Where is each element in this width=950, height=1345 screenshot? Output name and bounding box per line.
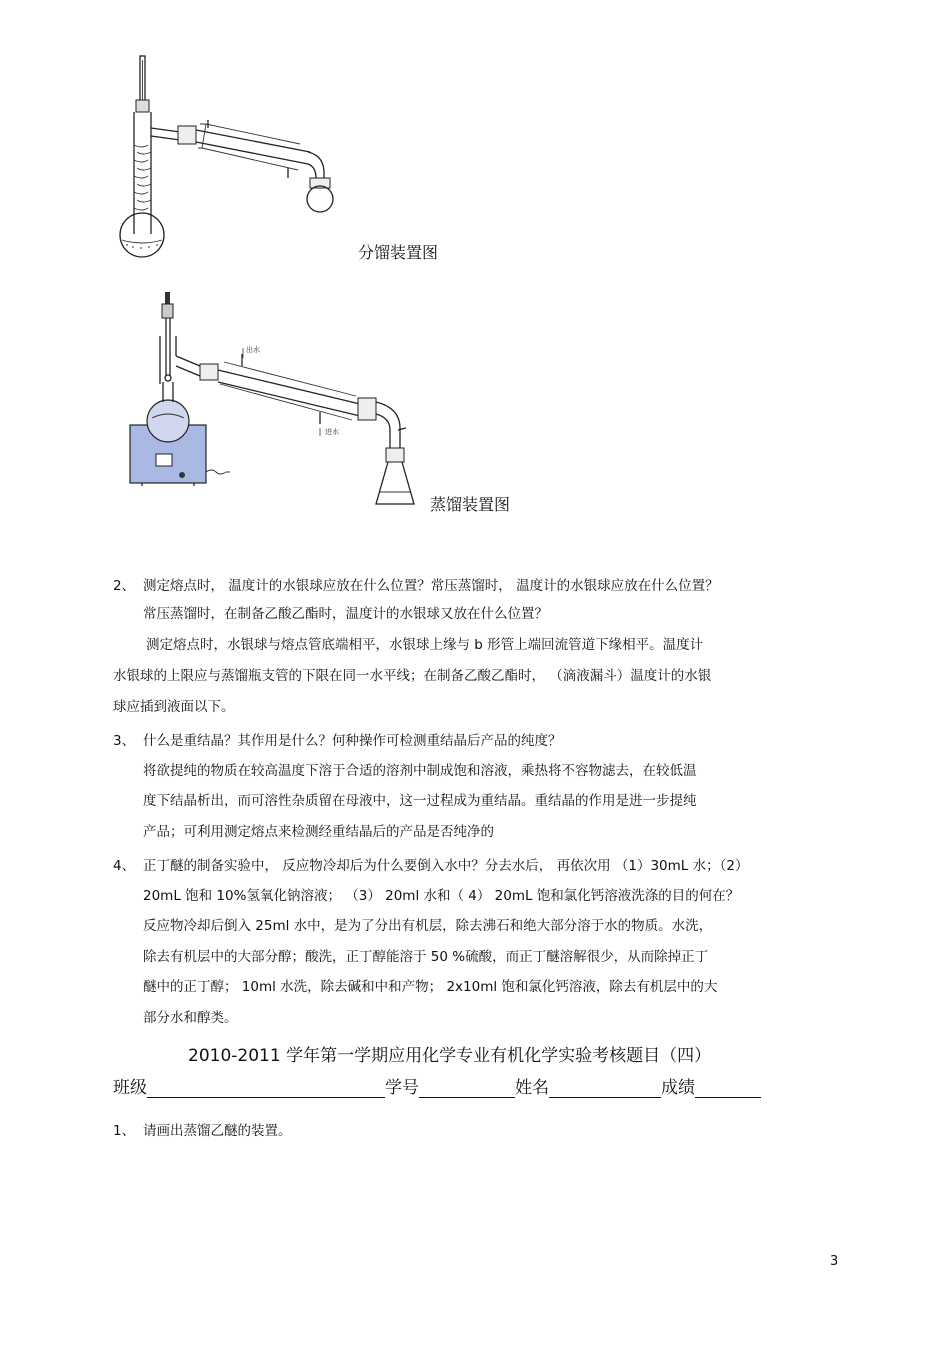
distillation-caption: 蒸馏装置图 <box>430 495 511 514</box>
q4-question-line2: 20mL 饱和 10%氢氧化钠溶液； （3） 20ml 水和（ 4） 20mL 饱和氯化钙溶液洗涤的目的何在？ <box>143 888 740 904</box>
q2-question-line1: 测定熔点时， 温度计的水银球应放在什么位置？常压蒸馏时， 温度计的水银球应放在什么位置？ <box>143 578 719 594</box>
student-id-label: 学号 <box>385 1078 419 1098</box>
name-label: 姓名 <box>515 1078 549 1098</box>
exam-info-row <box>113 1078 761 1098</box>
q4-answer-line3: 醚中的正丁醇； 10ml 水洗，除去碱和中和产物； 2x10ml 饱和氯化钙溶液，除去有机层中的大 <box>143 979 718 995</box>
next-q1-number: 1、 <box>113 1123 136 1139</box>
q2-number: 2、 <box>113 578 136 594</box>
score-label: 成绩 <box>661 1078 695 1098</box>
q3-answer-line3: 产品；可利用测定熔点来检测经重结晶后的产品是否纯净的 <box>143 824 494 840</box>
q2-answer-line1: 测定熔点时，水银球与熔点管底端相平，水银球上缘与 b 形管上端回流管道下缘相平。温度计 <box>146 637 704 653</box>
q2-answer-line2: 水银球的上限应与蒸馏瓶支管的下限在同一水平线；在制备乙酸乙酯时， （滴液漏斗）温度计的水银 <box>113 668 712 684</box>
q3-answer-line2: 度下结晶析出，而可溶性杂质留在母液中，这一过程成为重结晶。重结晶的作用是进一步提纯 <box>143 793 697 809</box>
q4-number: 4、 <box>113 858 136 874</box>
score-blank[interactable] <box>695 1079 761 1098</box>
fractionation-caption: 分馏装置图 <box>358 243 439 262</box>
q4-question-line1: 正丁醚的制备实验中， 反应物冷却后为什么要倒入水中？分去水后， 再依次用 （1）30mL 水；（2） <box>143 858 749 874</box>
page-number: 3 <box>830 1254 839 1269</box>
student-id-blank[interactable] <box>419 1079 515 1098</box>
class-blank[interactable] <box>147 1079 385 1098</box>
class-label: 班级 <box>113 1078 147 1098</box>
fractional-distillation-diagram <box>110 50 360 260</box>
q3-question: 什么是重结晶？其作用是什么？何种操作可检测重结晶后产品的纯度？ <box>143 733 562 749</box>
q4-answer-line4: 部分水和醇类。 <box>143 1010 238 1026</box>
name-blank[interactable] <box>549 1079 661 1098</box>
q3-answer-line1: 将欲提纯的物质在较高温度下溶于合适的溶剂中制成饱和溶液，乘热将不容物滤去，在较低温 <box>143 763 697 779</box>
water-in-label: 进水 <box>325 428 339 436</box>
q4-answer-line1: 反应物冷却后倒入 25ml 水中，是为了分出有机层，除去沸石和绝大部分溶于水的物质。水洗， <box>143 918 713 934</box>
exam-title: 2010-2011 学年第一学期应用化学专业有机化学实验考核题目（四） <box>188 1046 712 1066</box>
q2-answer-line3: 球应插到液面以下。 <box>113 699 235 715</box>
q2-question-line2: 常压蒸馏时，在制备乙酸乙酯时，温度计的水银球又放在什么位置？ <box>143 606 548 622</box>
q3-number: 3、 <box>113 733 136 749</box>
water-out-label: 出水 <box>246 346 260 354</box>
next-q1-question: 请画出蒸馏乙醚的装置。 <box>143 1123 292 1139</box>
distillation-diagram <box>120 278 420 508</box>
q4-answer-line2: 除去有机层中的大部分醇；酸洗，正丁醇能溶于 50 %硫酸，而正丁醚溶解很少，从而除掉正丁 <box>143 949 709 965</box>
